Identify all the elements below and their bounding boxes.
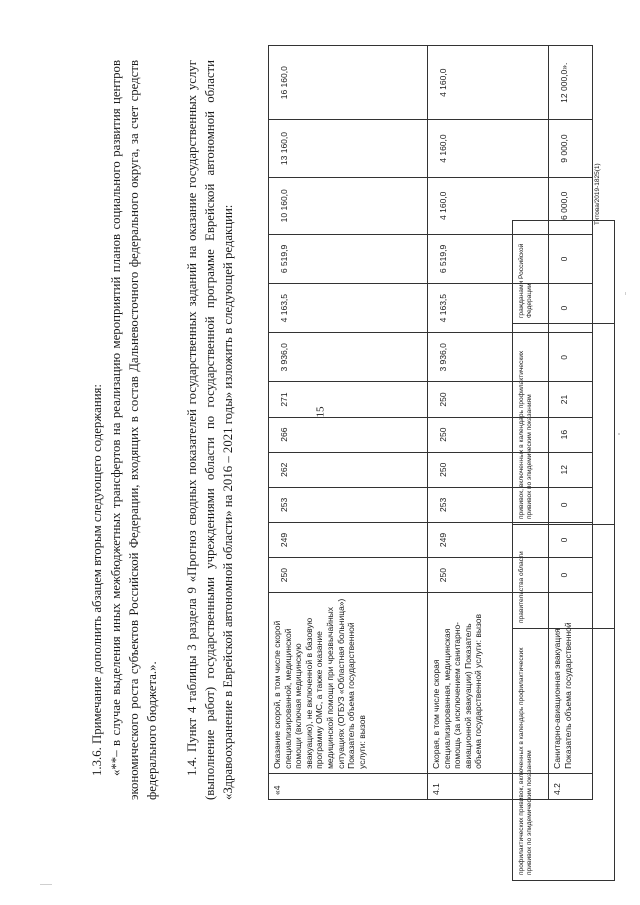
value-cell: 6 000,0 xyxy=(549,177,593,234)
paragraph-note: 1.3.6. Примечание дополнить абзацем вторым следующего содержания: xyxy=(90,384,104,776)
document-reference: Титова/2019-1825(1) xyxy=(594,163,601,225)
row-name: Санитарно-авиационная эвакуация Показатель объема государственной xyxy=(549,593,593,774)
value-cell: 262 xyxy=(269,452,428,487)
value-cell: 4 163,5 xyxy=(269,284,428,333)
value-cell: 0 xyxy=(549,284,593,333)
row-name: Оказание скорой, в том числе скорой специализированной, медицинской помощи (включая медицинскую эвакуацию), не включенной в базовую программу ОМС, а также оказание медицинской помощи при чрезвычайных ситуациях (ОГБУЗ «Областная больница») Показатель объема государственной услуги: вызов xyxy=(269,593,428,774)
value-cell: 0 xyxy=(549,234,593,283)
row-name: Скорая, в том числе скорая специализированная, медицинская помощь (за исключением санитарно-авиационной эвакуации) Показатель объема государственной услуги: вызов xyxy=(428,593,549,774)
value-cell: 4 160,0 xyxy=(428,120,549,177)
table-row xyxy=(428,46,549,800)
forecast-table xyxy=(268,45,593,800)
value-cell: 250 xyxy=(428,417,549,452)
value-cell: 3 936,0 xyxy=(428,333,549,382)
value-cell: 249 xyxy=(428,522,549,557)
value-cell: 271 xyxy=(269,382,428,417)
page-number: 15 xyxy=(314,406,326,418)
value-cell: 21 xyxy=(549,382,593,417)
table-cell: правительства области xyxy=(513,525,615,629)
value-cell: 4 160,0 xyxy=(428,177,549,234)
value-cell: 4 163,5 xyxy=(428,284,549,333)
table-cell: профилактических прививок, включенных в календарь профилактических прививок по эпидемическим показаниям xyxy=(513,629,615,881)
value-cell: 13 160,0 xyxy=(269,120,428,177)
value-cell: 16 xyxy=(549,417,593,452)
value-cell: 3 936,0 xyxy=(269,333,428,382)
value-cell: 12 000,0». xyxy=(549,46,593,120)
paragraph-item-1-4: 1.4. Пункт 4 таблицы 3 раздела 9 «Прогноз сводных показателей государственных заданий на оказание государственных услуг (выполнение работ) государственными учреждениями области по государственной программе Еврейской автономной области «Здравоохранение в Еврейской автономной области» на 2016 – 2021 годы» изложить в следующей редакции: xyxy=(185,60,235,800)
value-cell: 0 xyxy=(549,522,593,557)
value-cell: 0 xyxy=(549,487,593,522)
value-cell: 6 519,9 xyxy=(428,234,549,283)
value-cell: 250 xyxy=(428,382,549,417)
value-cell: 250 xyxy=(428,558,549,593)
scan-artifact xyxy=(625,292,626,295)
scan-artifact xyxy=(618,433,620,435)
value-cell: 253 xyxy=(428,487,549,522)
value-cell: 250 xyxy=(428,452,549,487)
table-cell: гражданами Российской Федерации xyxy=(513,221,615,324)
value-cell: 6 519,9 xyxy=(269,234,428,283)
value-cell: 0 xyxy=(549,333,593,382)
row-code: 4.2 xyxy=(549,773,593,799)
value-cell: 266 xyxy=(269,417,428,452)
table-row xyxy=(549,46,593,800)
value-cell: 4 160,0 xyxy=(428,46,549,120)
value-cell: 250 xyxy=(269,558,428,593)
row-code: 4.1 xyxy=(428,773,549,799)
value-cell: 249 xyxy=(269,522,428,557)
value-cell: 253 xyxy=(269,487,428,522)
value-cell: 0 xyxy=(549,558,593,593)
paragraph-quote: «**– в случае выделения иных межбюджетных трансфертов на реализацию мероприятий планов социального развития центров экономического роста субъектов Российской Федерации, входящих в состав Дальневосточного федерального округа, за счет средств федерального бюджета.». xyxy=(109,60,159,800)
scan-artifact xyxy=(40,884,52,885)
table-cell: прививок, включенных в календарь профилактических прививок по эпидемическим показаниям xyxy=(513,324,615,525)
value-cell: 9 000,0 xyxy=(549,120,593,177)
value-cell: 10 160,0 xyxy=(269,177,428,234)
value-cell: 16 160,0 xyxy=(269,46,428,120)
value-cell: 12 xyxy=(549,452,593,487)
row-code: «4 xyxy=(269,773,428,799)
table-row xyxy=(269,46,428,800)
